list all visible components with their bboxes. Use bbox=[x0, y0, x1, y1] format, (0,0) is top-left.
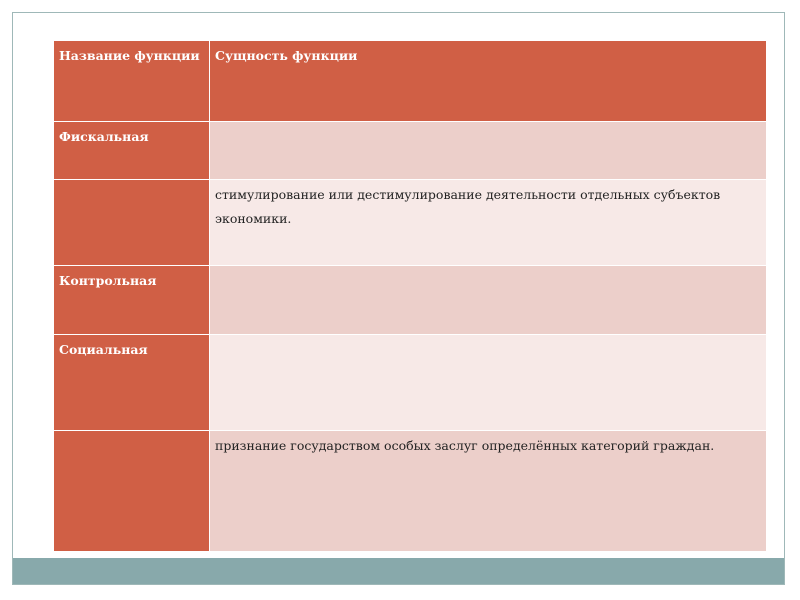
row-name bbox=[54, 431, 210, 552]
table-row bbox=[54, 431, 767, 552]
table-row bbox=[54, 335, 767, 431]
table-row bbox=[54, 266, 767, 335]
table-row bbox=[54, 180, 767, 266]
header-function-name: Название функции bbox=[54, 41, 210, 122]
functions-table bbox=[53, 40, 767, 552]
header-function-essence: Сущность функции bbox=[210, 41, 767, 122]
row-name: Контрольная bbox=[54, 266, 210, 335]
row-name: Социальная bbox=[54, 335, 210, 431]
bottom-band bbox=[13, 558, 784, 584]
row-essence bbox=[210, 122, 767, 180]
row-essence: признание государством особых заслуг определённых категорий граждан. bbox=[210, 431, 767, 552]
table-header-row bbox=[54, 41, 767, 122]
row-name: Фискальная bbox=[54, 122, 210, 180]
row-name bbox=[54, 180, 210, 266]
row-essence bbox=[210, 335, 767, 431]
row-essence: стимулирование или дестимулирование деятельности отдельных субъектов экономики. bbox=[210, 180, 767, 266]
row-essence bbox=[210, 266, 767, 335]
table-row bbox=[54, 122, 767, 180]
